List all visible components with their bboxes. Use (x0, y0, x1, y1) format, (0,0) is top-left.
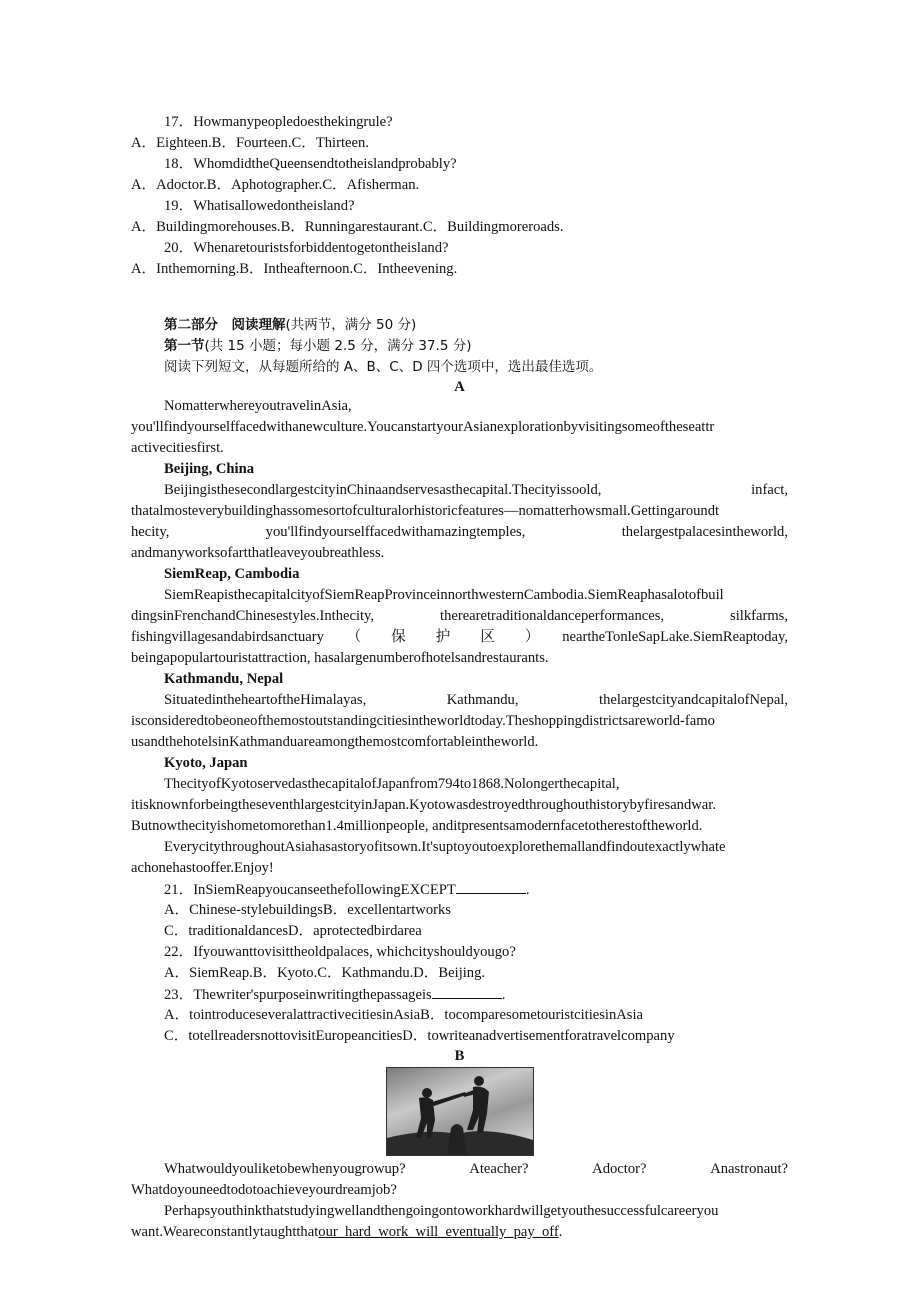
part-title (131, 315, 788, 336)
section-title (131, 336, 788, 357)
question-text (131, 984, 788, 1005)
city-heading: SiemReap, Cambodia (164, 566, 300, 582)
passage-a-intro-2: you'llfindyourselffacedwithanewculture.YoucanstartyourAsianexplorationbyvisitingsomeoftheseattr (131, 419, 715, 435)
question-text: 17．Howmanypeopledoesthekingrule? (164, 114, 393, 130)
question-options: A．tointroduceseveralattractivecitiesinAsiaB．tocomparesometouristcitiesinAsia (164, 1007, 644, 1023)
part-title-rest: (共两节，满分 50 分) (285, 317, 417, 333)
city-text-line: dingsinFrenchandChinesestyles.Inthecity, therearetraditionaldanceperformances, silkfarms, (131, 608, 788, 624)
question-options: A．SiemReap.B．Kyoto.C．Kathmandu.D．Beijing. (164, 965, 486, 981)
city-heading: Kathmandu, Nepal (164, 671, 284, 687)
text: . (558, 1224, 563, 1240)
city-kyoto (131, 753, 788, 837)
question-options: A．Eighteen.B．Fourteen.C．Thirteen. (131, 135, 369, 151)
question-options: A．Inthemorning.B．Intheafternoon.C．Intheevening. (131, 261, 458, 277)
city-text-line: ThecityofKyotoservedasthecapitalofJapanfrom794to1868.Nolongerthecapital, (164, 776, 620, 792)
question-options: A．Chinese-stylebuildingsB．excellentartworks (164, 902, 451, 918)
city-text-line: andmanyworksofartthatleaveyoubreathless. (131, 545, 385, 561)
question-end: . (501, 987, 506, 1003)
question-19 (131, 196, 788, 238)
question-options: C．traditionaldancesD．aprotectedbirdarea (164, 923, 422, 939)
city-text-line: itisknownforbeingtheseventhlargestcityinJapan.Kyotowasdestroyedthroughouthistorybyfiresandwar. (131, 797, 716, 813)
passage-b-label: B (454, 1048, 465, 1064)
answer-blank (456, 879, 526, 894)
city-heading: Kyoto, Japan (164, 755, 248, 771)
question-17 (131, 112, 788, 154)
city-text-line: hecity, you'llfindyourselffacedwithamazingtemples, thelargestpalacesintheworld, (131, 524, 788, 540)
question-text: 19．Whatisallowedontheisland? (164, 198, 355, 214)
question-23 (131, 984, 788, 1047)
city-text-line: SiemReapisthecapitalcityofSiemReapProvinceinnorthwesternCambodia.SiemReaphasalotofbuil (164, 587, 724, 603)
section-title-rest: (共 15 小题；每小题 2.5 分，满分 37.5 分) (204, 338, 472, 354)
city-text-line: isconsideredtobeoneofthemostoutstandingcitiesintheworldtoday.Theshoppingdistrictsareworld-famo (131, 713, 715, 729)
city-text-line: thatalmosteverybuildinghassomesortofculturalorhistoricfeatures—nomatterhowsmall.Gettingaroundt (131, 503, 720, 519)
passage-a-outro-1: EverycitythroughoutAsiahasastoryofitsown.It'suptoyoutoexplorethemallandfindoutexactlywhate (164, 839, 726, 855)
city-text-line: beingapopulartouristattraction, hasalargenumberofhotelsandrestaurants. (131, 650, 549, 666)
spacer (131, 280, 788, 315)
city-text-line: BeijingisthesecondlargestcityinChinaandservesasthecapital.Thecityissoold, infact, (164, 482, 788, 498)
question-18 (131, 154, 788, 196)
city-text-line: SituatedintheheartoftheHimalayas, Kathmandu, thelargestcityandcapitalofNepal, (164, 692, 788, 708)
passage-b-p1-line-2: Whatdoyouneedtodotoachieveyourdreamjob? (131, 1182, 397, 1198)
climbers-photo (386, 1067, 534, 1156)
passage-b-p2-line-2 (131, 1222, 788, 1243)
question-text (131, 879, 788, 900)
question-options: A．Buildingmorehouses.B．Runningarestaurant.C．Buildingmoreroads. (131, 219, 564, 235)
question-text: 20．Whenaretouristsforbiddentogetontheisland? (164, 240, 449, 256)
city-siem-reap (131, 564, 788, 669)
passage-b-p1-line-1: Whatwouldyouliketobewhenyougrowup? Ateacher? Adoctor? Anastronaut? (164, 1161, 788, 1177)
question-text: 22．Ifyouwanttovisittheoldpalaces, whichcityshouldyougo? (164, 944, 516, 960)
question-22 (131, 942, 788, 984)
question-options: C．totellreadersnottovisitEuropeancitiesD．towriteanadvertisementforatravelcompany (164, 1028, 675, 1044)
question-20 (131, 238, 788, 280)
part-title-bold: 第二部分 阅读理解 (164, 317, 286, 333)
exam-page (131, 112, 788, 1243)
answer-blank (432, 984, 502, 999)
question-options: A．Adoctor.B．Aphotographer.C．Afisherman. (131, 177, 420, 193)
underlined-phrase: our_hard_work_will_eventually_pay_off (318, 1224, 559, 1240)
passage-a-intro-3: activecitiesfirst. (131, 440, 224, 456)
question-end: . (525, 882, 530, 898)
passage-a-outro-2: achonehastooffer.Enjoy! (131, 860, 274, 876)
question-stem: 21．InSiemReapyoucanseethefollowingEXCEPT (164, 882, 456, 898)
city-text-line: usandthehotelsinKathmanduareamongthemostcomfortableintheworld. (131, 734, 539, 750)
passage-b-p2-line-1: Perhapsyouthinkthatstudyingwellandthengoingontoworkhardwillgetyouthesuccessfulcareeryou (164, 1203, 719, 1219)
instruction: 阅读下列短文，从每题所给的 A、B、C、D 四个选项中，选出最佳选项。 (164, 359, 603, 375)
question-text: 18．WhomdidtheQueensendtotheislandprobably? (164, 156, 457, 172)
text: want.Weareconstantlytaughtthat (131, 1224, 319, 1240)
city-beijing (131, 459, 788, 564)
city-text-line: Butnowthecityishometomorethan1.4millionpeople, anditpresentsamodernfacetotherestoftheworld. (131, 818, 703, 834)
city-kathmandu (131, 669, 788, 753)
city-text-line: fishingvillagesandabirdsanctuary （ 保 护 区 ） neartheTonleSapLake.SiemReaptoday, (131, 629, 788, 645)
passage-a-intro-1: NomatterwhereyoutravelinAsia, (164, 398, 352, 414)
city-heading: Beijing, China (164, 461, 255, 477)
question-stem: 23．Thewriter'spurposeinwritingthepassageis (164, 987, 432, 1003)
section-title-bold: 第一节 (164, 338, 205, 354)
climbers-silhouette-icon (387, 1068, 533, 1155)
passage-a-label: A (454, 379, 465, 395)
question-21 (131, 879, 788, 942)
